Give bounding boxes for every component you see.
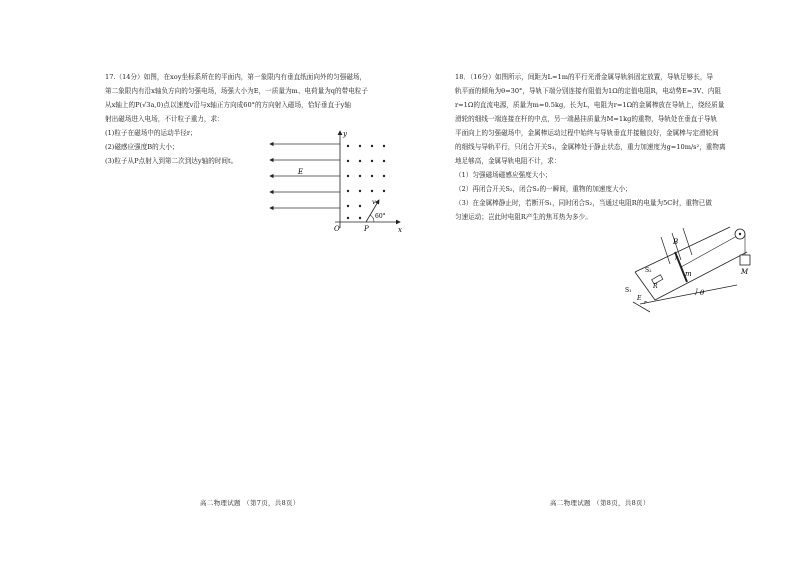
problem-17-sub-1: (1)粒子在磁场中的运动半径r； <box>105 129 197 137</box>
x-axis-label: x <box>398 226 402 234</box>
B-label: B <box>673 238 679 246</box>
page-8-footer: 高二物理试题 （第8页，共8页） <box>550 499 650 507</box>
rod-r-label: r <box>675 255 678 262</box>
source-E-label: E <box>637 295 642 302</box>
y-axis-label: y <box>343 130 347 138</box>
problem-18-text-5: 平面向上的匀强磁场中，金属棒运动过程中始终与导轨垂直并接触良好，金属棒与定滑轮间 <box>455 129 719 137</box>
problem-17-text-2: 第二象限内有沿x轴负方向的匀强电场，场强大小为E，一质量为m、电荷量为q的带电粒子 <box>105 87 368 95</box>
switch-S1-label: S₁ <box>625 287 632 294</box>
page-8 <box>400 0 800 565</box>
problem-18 <box>455 70 745 224</box>
problem-18-text-7: 地足够高，金属导轨电阻不计，求： <box>455 157 561 165</box>
problem-17-sub-2: (2)磁感应强度B的大小； <box>105 143 179 151</box>
angle-label: 60° <box>375 213 386 220</box>
origin-label: O <box>334 225 340 233</box>
switch-S2-label: S₂ <box>645 267 652 274</box>
velocity-label: v <box>372 198 376 206</box>
figure-18 <box>625 222 775 317</box>
angle-theta-label: θ <box>700 289 705 297</box>
problem-17-text-3: 从x轴上的P(√3a,0)点以速度v沿与x轴正方向成60°的方向射入磁场，恰好垂直于y轴 <box>105 101 351 109</box>
problem-18-text-3: r=1Ω的直流电源，质量为m=0.5kg，长为L，电阻为r=1Ω的金属棒放在导轨上，绕经质量 <box>455 101 725 109</box>
problem-17-text-1: 17.（14分）如图，在xoy坐标系所在的平面内，第一象限内有垂直纸面向外的匀强磁场， <box>105 73 367 81</box>
field-label-E: E <box>298 168 304 176</box>
problem-17-text-4: 射出磁场进入电场，不计粒子重力，求： <box>105 115 224 123</box>
point-P-label: P <box>364 225 369 233</box>
figure-17 <box>260 128 410 238</box>
weight-M-label: M <box>741 268 749 276</box>
problem-18-text-1: 18．（16分）如图所示，间距为L=1m的平行光滑金属导轨斜固定放置，导轨足够长，导 <box>455 73 714 81</box>
problem-18-sub-3: （3）在金属棒静止时，若断开S₁，同时闭合S₂，当通过电阻R的电量为5C时，重物已做 <box>455 199 712 207</box>
mass-m-label: m <box>685 270 692 278</box>
problem-17-sub-3: (3)粒子从P点射入到第二次到达y轴的时间t。 <box>105 157 238 165</box>
problem-18-sub-3-cont: 匀速运动；岂此时电阻R产生的焦耳热为多少。 <box>455 213 592 221</box>
problem-18-text-2: 轨平面的倾角为θ=30°，导轨下端分别连接有阻值为1Ω的定值电阻R，电动势E=3V、内阻 <box>455 87 722 95</box>
problem-18-sub-2: （2）再闭合开关S₂，闭合S₂的一瞬间，重物的加速度大小； <box>455 185 632 193</box>
resistor-R-label: R <box>653 283 658 290</box>
problem-18-sub-1: （1）匀强磁场磁感应强度大小； <box>455 171 552 179</box>
page-7-footer: 高二物理试题 （第7页，共8页） <box>200 499 300 507</box>
problem-18-text-4: 滑轮的细线一端连接在杆的中点，另一端悬挂质量为M=1kg的重物，导轨处在垂直于导轨 <box>455 115 718 123</box>
problem-18-text-6: 的细线与导轨平行，只闭合开关S₁，金属棒处于静止状态，重力加速度为g=10m/s²，重物离 <box>455 143 726 151</box>
source-r-label: r <box>644 300 647 306</box>
